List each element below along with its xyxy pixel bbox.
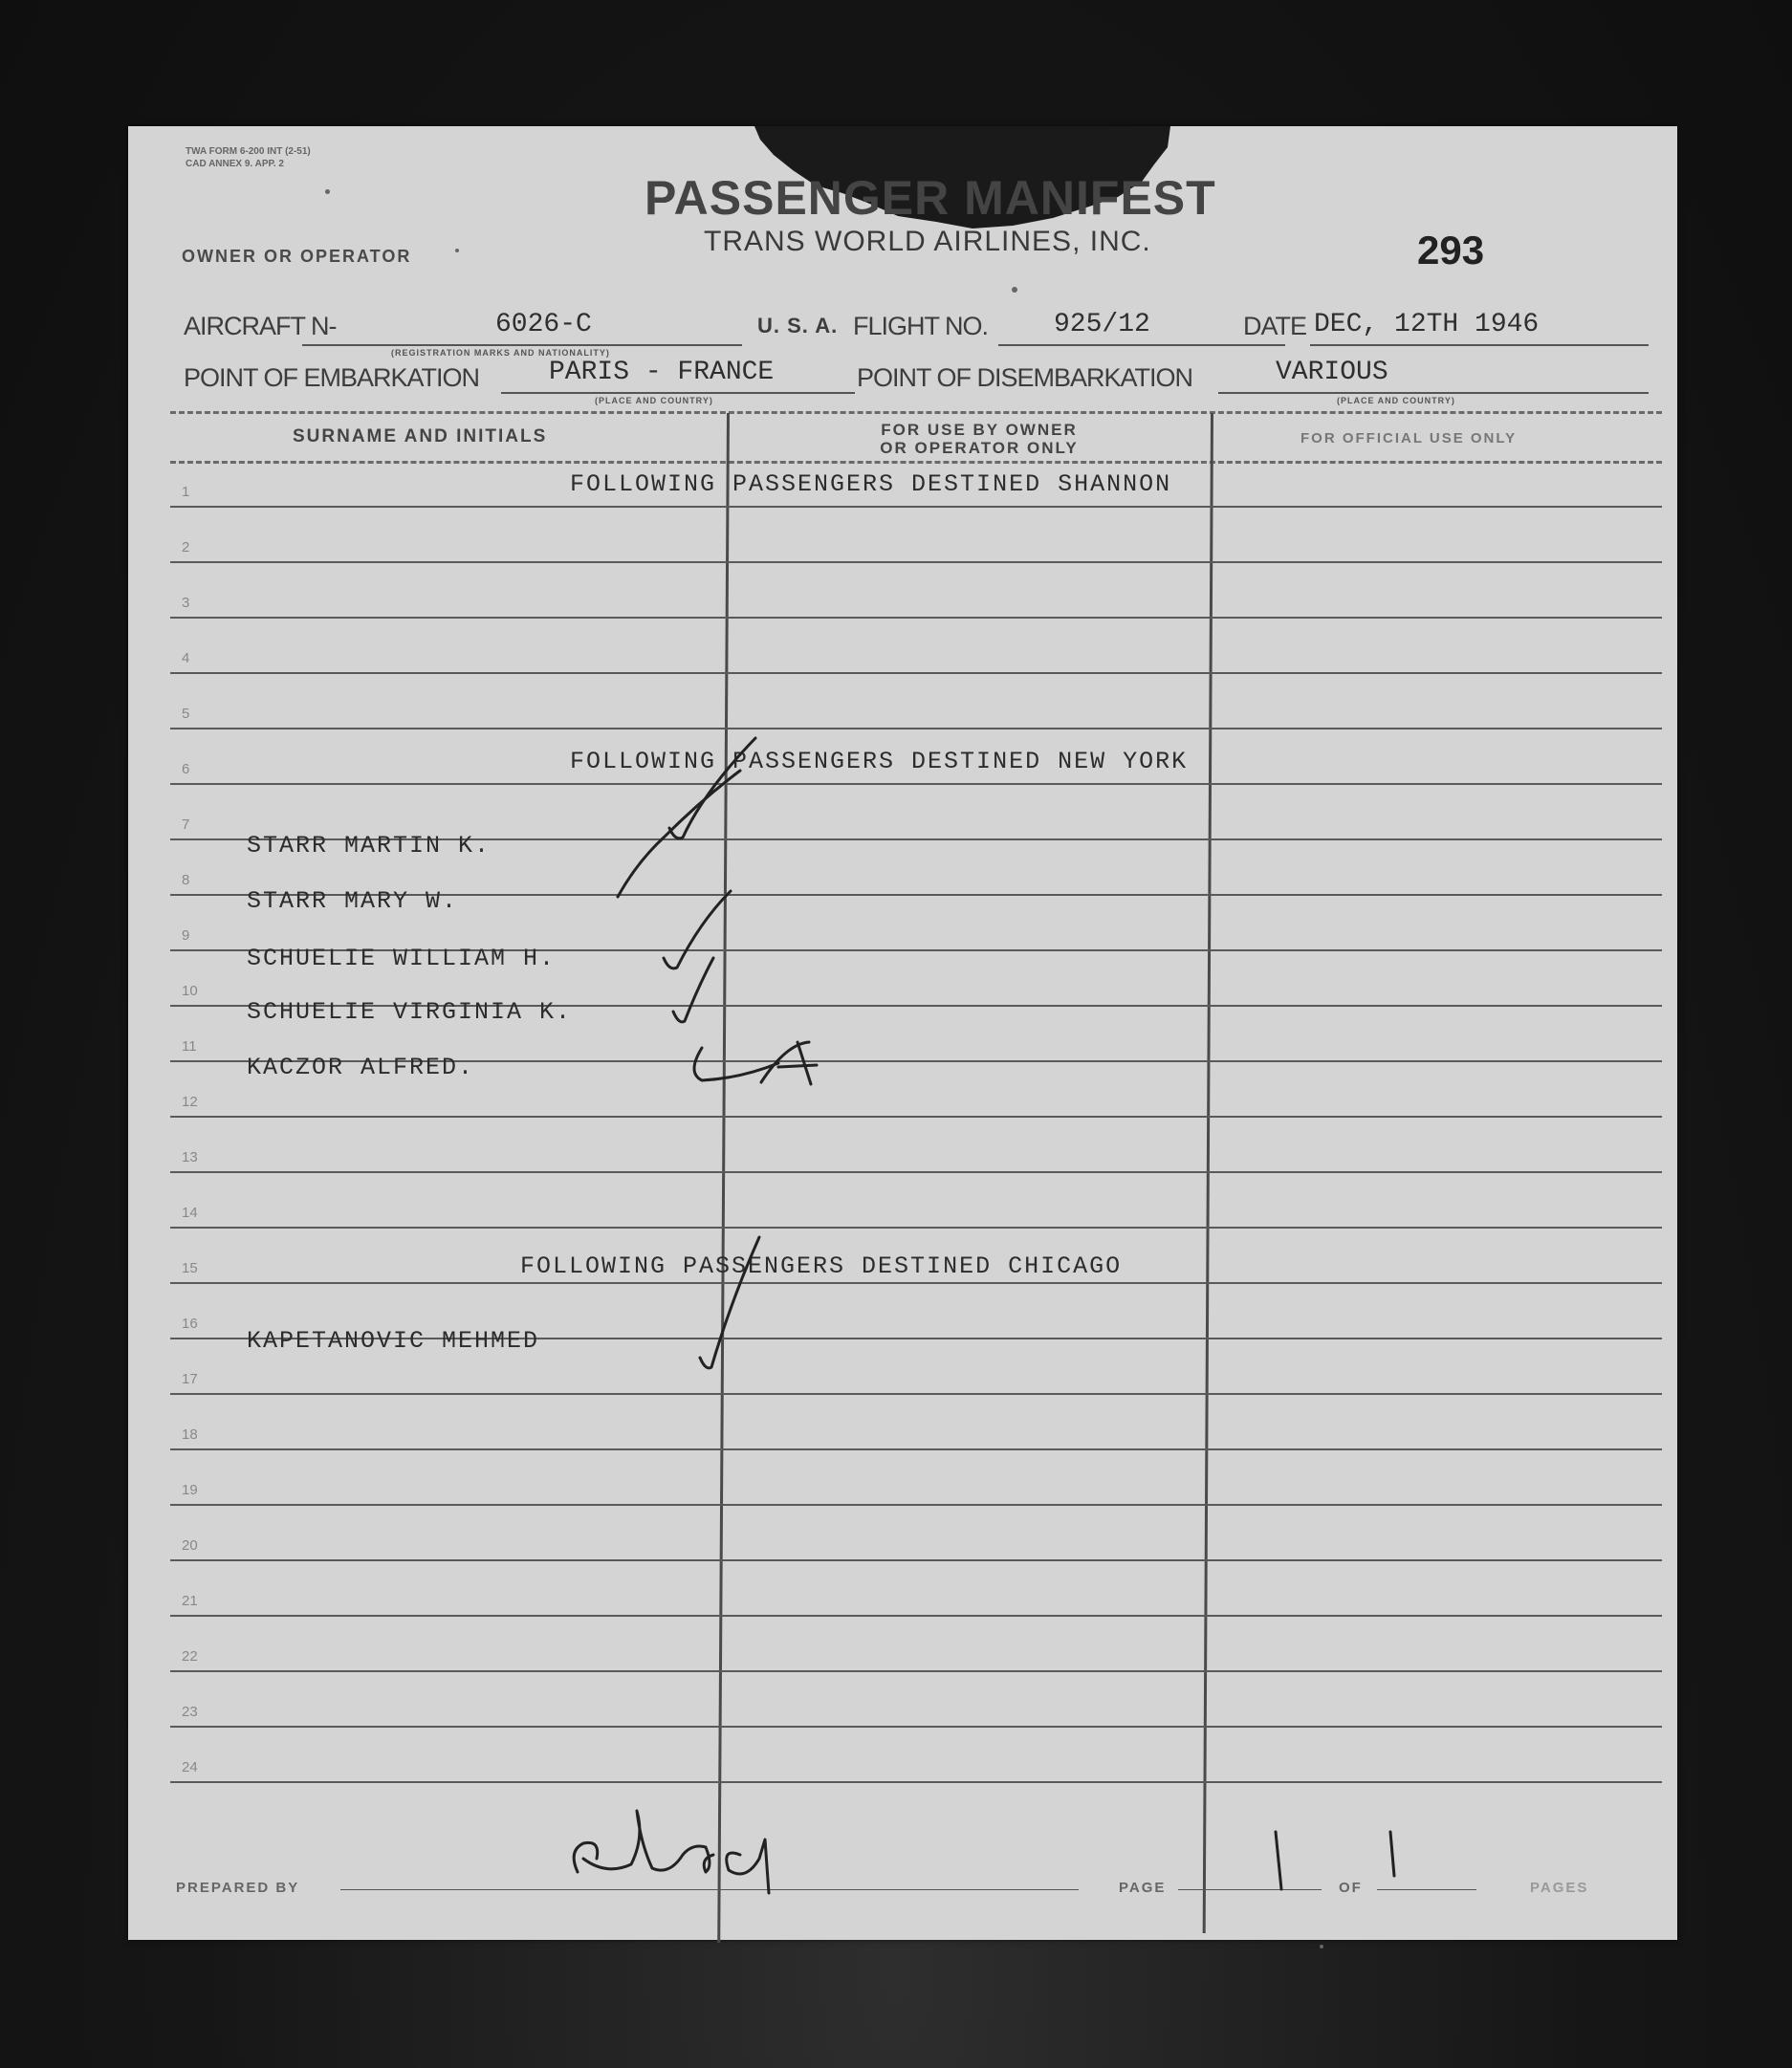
pages-label: PAGES: [1530, 1880, 1589, 1896]
flight-no-value: 925/12: [1054, 310, 1150, 339]
page-number-ink: [1276, 1832, 1281, 1889]
row-number: 11: [182, 1038, 197, 1055]
row-number: 5: [182, 706, 190, 722]
column-rule-1: [717, 413, 730, 1943]
check-mark-icon: [618, 771, 740, 897]
row-number: 15: [182, 1260, 198, 1276]
row-number: 22: [182, 1648, 198, 1665]
aircraft-value: 6026-C: [495, 310, 592, 339]
row-number: 9: [182, 927, 190, 944]
row-number: 3: [182, 595, 190, 611]
row-number: 4: [182, 650, 190, 666]
row-number: 10: [182, 983, 198, 999]
disembarkation-sublabel: (PLACE AND COUNTRY): [1337, 396, 1455, 405]
signature-icon: [574, 1811, 769, 1893]
manifest-sheet: [128, 126, 1677, 1940]
prepared-by-label: PREPARED BY: [176, 1880, 300, 1896]
embarkation-label: POINT OF EMBARKATION: [184, 363, 480, 392]
destination-heading-chicago: FOLLOWING PASSENGERS DESTINED CHICAGO: [520, 1252, 1123, 1280]
column-official-use: FOR OFFICIAL USE ONLY: [1300, 430, 1518, 446]
destination-heading-new-york: FOLLOWING PASSENGERS DESTINED NEW YORK: [570, 748, 1189, 775]
passenger-name: SCHUELIE VIRGINIA K.: [247, 998, 573, 1026]
owner-operator-label: OWNER OR OPERATOR: [182, 247, 412, 266]
disembarkation-label: POINT OF DISEMBARKATION: [857, 363, 1193, 392]
row-number: 8: [182, 872, 190, 888]
destination-heading-shannon: FOLLOWING PASSENGERS DESTINED SHANNON: [570, 470, 1172, 498]
row-number: 18: [182, 1426, 198, 1443]
passenger-name: KAPETANOVIC MEHMED: [247, 1327, 540, 1355]
of-number-ink: [1390, 1832, 1394, 1876]
of-label: OF: [1339, 1880, 1363, 1896]
check-mark-icon: [664, 891, 731, 969]
row-number: 19: [182, 1482, 198, 1498]
passenger-name: KACZOR ALFRED.: [247, 1054, 475, 1081]
passenger-name: STARR MARTIN K.: [247, 832, 492, 860]
row-number: 6: [182, 761, 190, 777]
row-number: 17: [182, 1371, 198, 1387]
disembarkation-value: VARIOUS: [1276, 358, 1388, 387]
embarkation-sublabel: (PLACE AND COUNTRY): [595, 396, 713, 405]
row-number: 12: [182, 1094, 198, 1110]
embarkation-value: PARIS - FRANCE: [549, 358, 775, 387]
manifest-title: PASSENGER MANIFEST: [645, 171, 1216, 225]
page-label: PAGE: [1119, 1880, 1167, 1896]
passenger-name: STARR MARY W.: [247, 887, 459, 915]
header-divider: [170, 411, 1662, 414]
row-number: 14: [182, 1205, 198, 1221]
row-number: 20: [182, 1537, 198, 1554]
row-number: 24: [182, 1759, 198, 1775]
flight-prefix: U. S. A.: [757, 314, 839, 337]
column-owner-use: FOR USE BY OWNER OR OPERATOR ONLY: [880, 421, 1079, 457]
row-number: 21: [182, 1593, 198, 1609]
owner-operator-name: TRANS WORLD AIRLINES, INC.: [704, 226, 1151, 257]
initials-mark-icon: [694, 1042, 817, 1084]
passenger-name: SCHUELIE WILLIAM H.: [247, 945, 557, 972]
column-header-divider: [170, 461, 1662, 464]
row-number: 23: [182, 1704, 198, 1720]
form-id: TWA FORM 6-200 INT (2-51) CAD ANNEX 9. APP. 2: [186, 146, 311, 169]
row-number: 16: [182, 1316, 198, 1332]
aircraft-label: AIRCRAFT N-: [184, 312, 337, 340]
date-label: DATE: [1243, 312, 1307, 340]
row-number: 13: [182, 1149, 198, 1165]
row-number: 1: [182, 484, 190, 500]
row-number: 7: [182, 816, 190, 833]
column-surname: SURNAME AND INITIALS: [293, 426, 548, 446]
row-number: 2: [182, 539, 190, 555]
flight-no-label: FLIGHT NO.: [853, 312, 989, 340]
date-value: DEC, 12TH 1946: [1314, 310, 1540, 339]
check-mark-icon: [673, 958, 713, 1022]
sheet-number: 293: [1417, 228, 1485, 272]
aircraft-sublabel: (REGISTRATION MARKS AND NATIONALITY): [391, 348, 610, 358]
